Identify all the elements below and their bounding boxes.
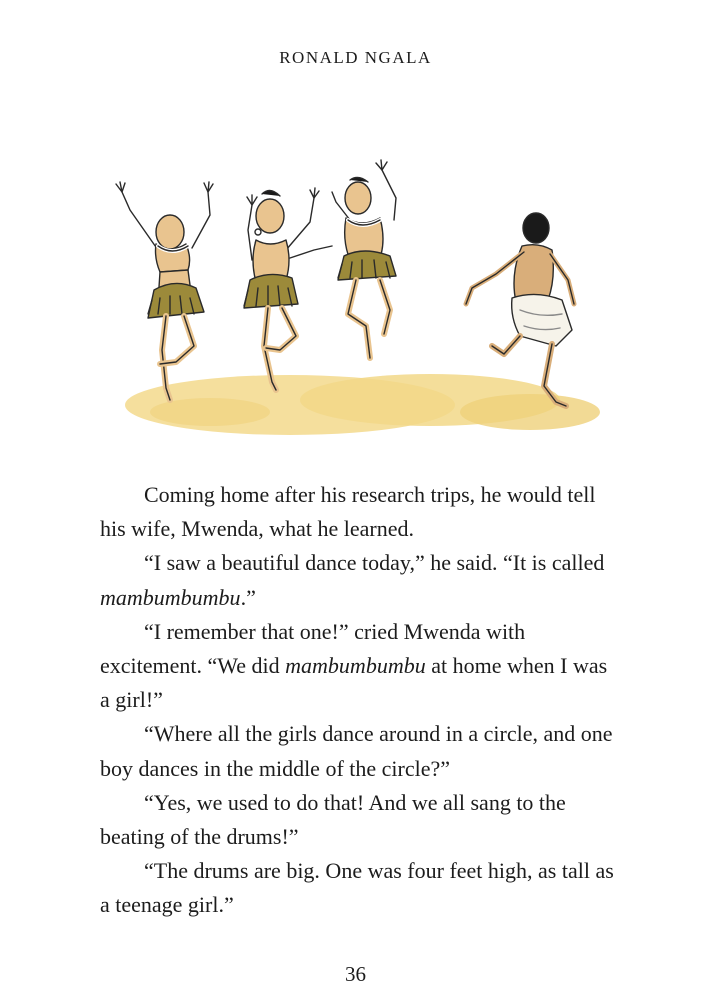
dancers-drawing (100, 150, 620, 450)
story-text (100, 478, 620, 923)
girl-dancer-2 (244, 188, 332, 390)
paragraph (100, 854, 620, 922)
paragraph (100, 615, 620, 718)
text-run: “I saw a beautiful dance today,” he said. “It is called (144, 550, 605, 576)
text-run: “I remember that one!” cried Mwenda with excitement. “We did (100, 618, 526, 679)
italic-term: mambumbumbu (285, 653, 426, 679)
text-run: “Yes, we used to do that! And we all sang to the beating of the drums!” (100, 789, 566, 850)
paragraph (100, 546, 620, 614)
text-run: “Where all the girls dance around in a circle, and one boy dances in the middle of the circle?” (100, 721, 613, 781)
text-run: “The drums are big. One was four feet high, as tall as a teenage girl.” (100, 858, 614, 918)
running-head: RONALD NGALA (279, 48, 432, 67)
italic-term: mambumbumbu (100, 584, 241, 610)
paragraph (100, 478, 620, 546)
ground-wash (125, 374, 600, 435)
dance-illustration (100, 150, 620, 450)
paragraph (100, 717, 620, 785)
text-run: Coming home after his research trips, he would tell his wife, Mwenda, what he learned. (100, 482, 596, 542)
paragraph (100, 786, 620, 854)
text-run: .” (240, 584, 256, 610)
text-run: at home when I was a girl!” (100, 653, 608, 713)
page-number: 36 (345, 962, 366, 986)
girl-dancer-1 (116, 182, 213, 400)
girl-dancer-3 (332, 160, 396, 358)
